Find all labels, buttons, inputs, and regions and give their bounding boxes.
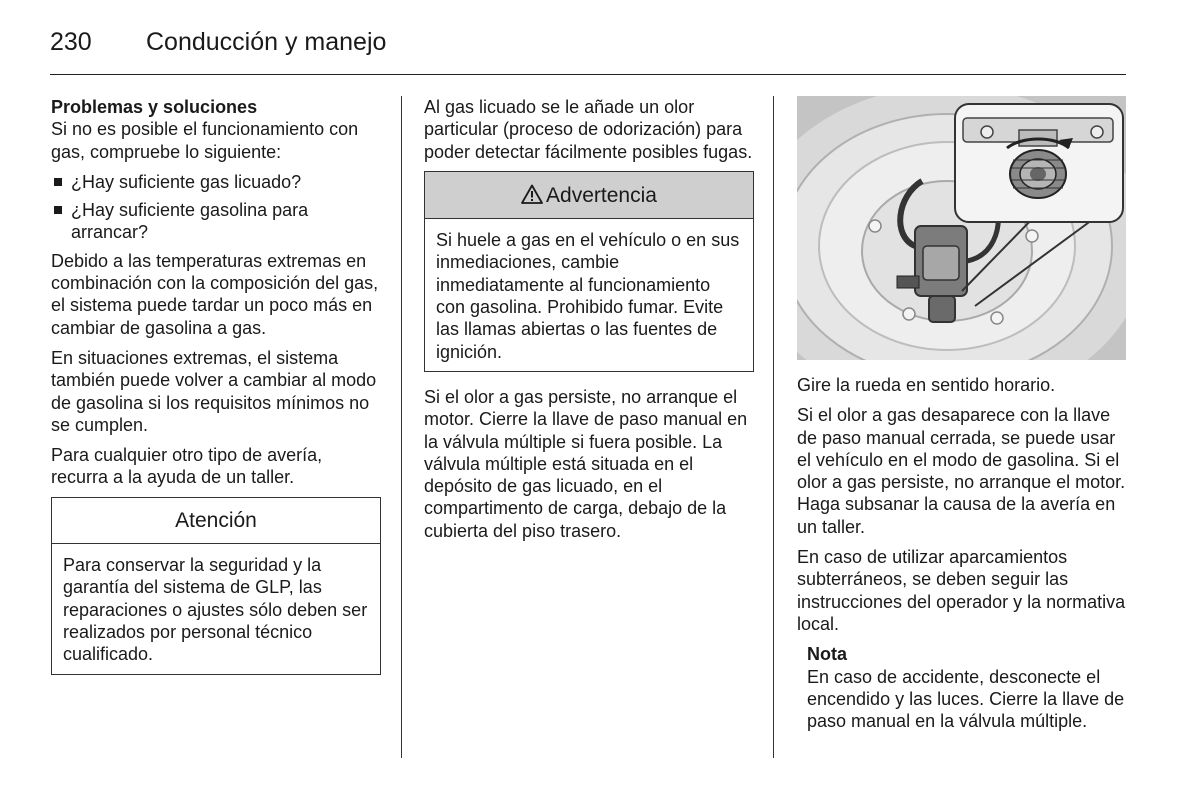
chapter-title: Conducción y manejo	[146, 28, 387, 56]
column-divider	[773, 96, 774, 758]
paragraph: Si el olor a gas desaparece con la llave de paso manual cerrada, se puede usar el vehículo en el modo de gasolina. Si el olor a gas persiste, no arranque el motor. Haga subsanar la causa de la avería en un taller.	[797, 405, 1126, 537]
checklist	[51, 171, 381, 244]
multi-valve-figure	[797, 96, 1126, 360]
note-block	[797, 643, 1127, 732]
paragraph: Al gas licuado se le añade un olor particular (proceso de odorización) para poder detectar fácilmente posibles fugas.	[424, 97, 753, 162]
warning-header	[425, 172, 753, 219]
bullet-square-icon	[54, 178, 62, 186]
list-item-text: ¿Hay suficiente gasolina para arrancar?	[71, 200, 309, 243]
warning-triangle-icon	[521, 184, 543, 204]
bullet-square-icon	[54, 206, 62, 214]
page-number: 230	[50, 28, 92, 56]
note-body: En caso de accidente, desconecte el encendido y las luces. Cierre la llave de paso manual en la válvula múltiple.	[807, 666, 1125, 732]
valve-illustration	[797, 96, 1126, 360]
paragraph: Gire la rueda en sentido horario.	[797, 375, 1056, 395]
warning-title: Advertencia	[546, 183, 657, 207]
column-divider	[401, 96, 402, 758]
warning-body: Si huele a gas en el vehículo o en sus inmediaciones, cambie inmediatamente al funcionamiento con gasolina. Prohibido fumar. Evite las llamas abiertas o las fuentes de ignición.	[436, 230, 740, 362]
note-title: Nota	[807, 644, 847, 665]
page-header	[50, 22, 1126, 74]
list-item	[51, 171, 381, 193]
attention-title: Atención	[52, 498, 380, 544]
list-item-text: ¿Hay suficiente gas licuado?	[71, 171, 302, 192]
paragraph: Debido a las temperaturas extremas en combinación con la composición del gas, el sistema puede tardar un poco más en cambiar de gasolina a gas.	[51, 250, 379, 338]
intro-paragraph: Si no es posible el funcionamiento con gas, compruebe lo siguiente:	[51, 119, 359, 162]
column-middle	[424, 96, 754, 550]
list-item	[51, 199, 381, 244]
paragraph: Si el olor a gas persiste, no arranque el motor. Cierre la llave de paso manual en la válvula múltiple si fuera posible. La válvula múltiple está situada en el depósito de gas licuado, en el compartimento de carga, debajo de la cubierta del piso trasero.	[424, 386, 748, 541]
paragraph: En caso de utilizar aparcamientos subterráneos, se deben seguir las instrucciones del operador y la normativa local.	[797, 547, 1126, 634]
paragraph: En situaciones extremas, el sistema también puede volver a cambiar al modo de gasolina si los requisitos mínimos no se cumplen.	[51, 347, 377, 435]
warning-box	[424, 171, 754, 372]
header-divider	[50, 74, 1126, 75]
column-right	[797, 96, 1127, 732]
attention-body: Para conservar la seguridad y la garantía del sistema de GLP, las reparaciones o ajustes sólo deben ser realizados por personal técnico cualificado.	[63, 555, 368, 665]
section-heading: Problemas y soluciones	[51, 97, 258, 117]
attention-box	[51, 497, 381, 675]
paragraph: Para cualquier otro tipo de avería, recurra a la ayuda de un taller.	[51, 445, 323, 488]
column-left	[51, 96, 381, 689]
